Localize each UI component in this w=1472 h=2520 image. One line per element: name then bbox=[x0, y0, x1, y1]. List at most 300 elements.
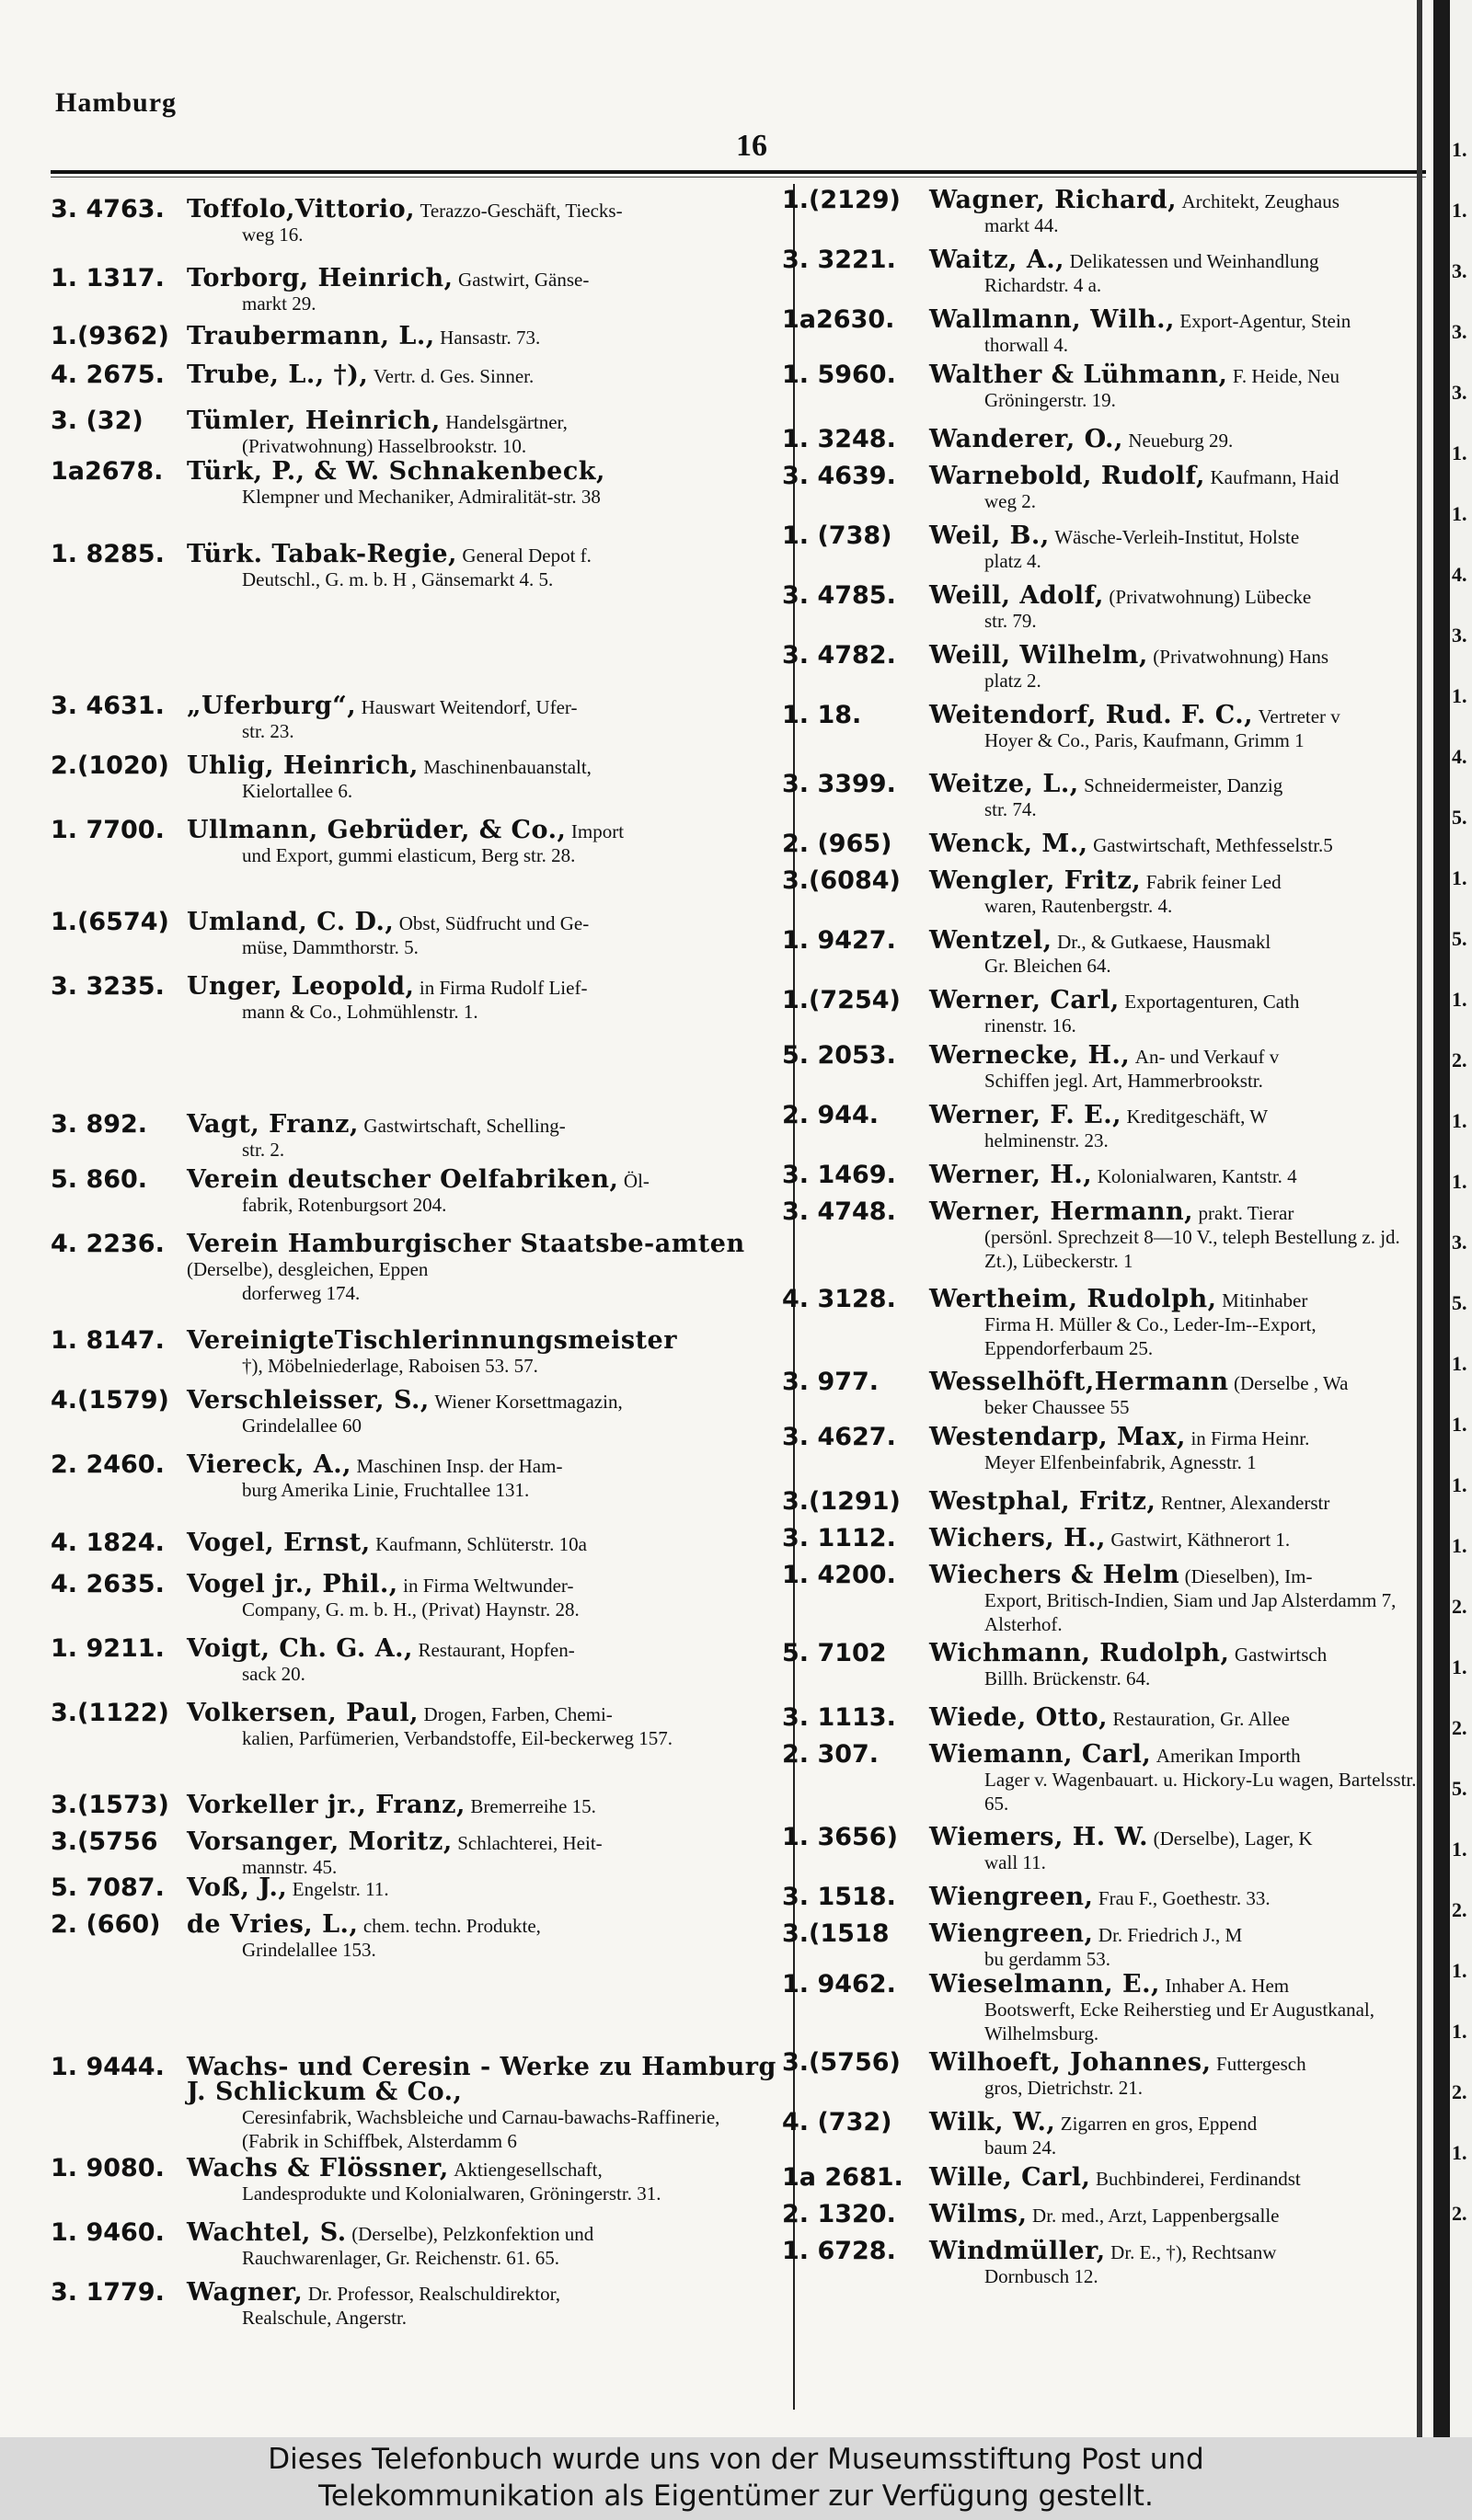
entry-detail: Maschinen Insp. der Ham- bbox=[356, 1455, 563, 1477]
entry-name: Wengler, Fritz, bbox=[929, 866, 1142, 895]
entry-name: Viereck, A., bbox=[187, 1450, 352, 1479]
entry-name: Weitze, L., bbox=[929, 770, 1079, 798]
entry-name: Wanderer, O., bbox=[929, 425, 1123, 453]
phone-number: 1.(6574) bbox=[51, 908, 169, 936]
adjacent-page-fragment: 4. bbox=[1452, 745, 1467, 768]
directory-entry bbox=[782, 1041, 1417, 1093]
entry-name: Wilk, W., bbox=[929, 2108, 1056, 2136]
entry-detail-continued: platz 4. bbox=[984, 550, 1041, 572]
entry-detail: Kolonialwaren, Kantstr. 4 bbox=[1097, 1165, 1297, 1187]
entry-detail-continued: Bootswerft, Ecke Reiherstieg und Er Augustkanal, Wilhelmsburg. bbox=[984, 1999, 1374, 2045]
entry-detail: Handelsgärtner, bbox=[445, 411, 568, 433]
entry-detail: Kaufmann, Haid bbox=[1210, 466, 1340, 488]
footer-line-2: Telekommunikation als Eigentümer zur Verfügung gestellt. bbox=[318, 2480, 1154, 2513]
entry-detail: F. Heide, Neu bbox=[1232, 365, 1340, 387]
adjacent-page-fragment: 2. bbox=[1452, 2080, 1467, 2103]
entry-name: Torborg, Heinrich, bbox=[187, 264, 454, 292]
entry-detail-continued: Hoyer & Co., Paris, Kaufmann, Grimm 1 bbox=[984, 729, 1305, 751]
entry-name: Vagt, Franz, bbox=[187, 1110, 359, 1139]
entry-detail-continued: rinenstr. 16. bbox=[984, 1014, 1076, 1037]
directory-entry bbox=[782, 1285, 1417, 1360]
phone-number: 1.(7254) bbox=[782, 986, 901, 1014]
entry-detail: Dr. E., †), Rechtsanw bbox=[1110, 2241, 1277, 2263]
entry-detail-continued: Billh. Brückenstr. 64. bbox=[984, 1667, 1151, 1690]
adjacent-page-fragment: 1. bbox=[1452, 1655, 1467, 1678]
entry-name: Werner, Carl, bbox=[929, 986, 1120, 1014]
phone-number: 3. 1518. bbox=[782, 1883, 896, 1911]
directory-entry bbox=[782, 464, 1417, 513]
phone-number: 1a 2681. bbox=[782, 2163, 903, 2192]
adjacent-page-fragment: 2. bbox=[1452, 1716, 1467, 1739]
entry-detail-continued: Gröningerstr. 19. bbox=[984, 389, 1116, 411]
entry-detail: Bremerreihe 15. bbox=[470, 1795, 596, 1817]
entry-detail: Amerikan Importh bbox=[1156, 1745, 1301, 1767]
adjacent-page-fragment: 1. bbox=[1452, 1352, 1467, 1375]
directory-entry bbox=[782, 770, 1417, 821]
phone-number: 3. 4631. bbox=[51, 692, 165, 720]
directory-entry bbox=[782, 1423, 1417, 1474]
entry-name: Werner, F. E., bbox=[929, 1101, 1122, 1129]
directory-entry bbox=[782, 1370, 1417, 1419]
phone-number: 1. 9211. bbox=[51, 1634, 165, 1663]
entry-detail-continued: burg Amerika Linie, Fruchtallee 131. bbox=[242, 1479, 530, 1501]
directory-entry bbox=[782, 986, 1417, 1037]
adjacent-page-fragment: 1. bbox=[1452, 441, 1467, 464]
phone-number: 4. (732) bbox=[782, 2108, 892, 2136]
entry-detail: Maschinenbauanstalt, bbox=[423, 756, 592, 778]
directory-entry bbox=[782, 1823, 1417, 1874]
directory-entry bbox=[51, 1450, 777, 1502]
entry-name: Vorsanger, Moritz, bbox=[187, 1827, 453, 1856]
adjacent-page-fragment: 3. bbox=[1452, 320, 1467, 343]
entry-detail: Aktiengesellschaft, bbox=[454, 2159, 603, 2181]
phone-number: 3. 4782. bbox=[782, 641, 896, 670]
adjacent-page-fragment: 5. bbox=[1452, 806, 1467, 829]
directory-entry bbox=[782, 425, 1417, 453]
entry-name: Ullmann, Gebrüder, & Co., bbox=[187, 816, 567, 844]
entry-name: Wilhoeft, Johannes, bbox=[929, 2048, 1212, 2077]
adjacent-page-fragment: 5. bbox=[1452, 1777, 1467, 1800]
phone-number: 3. 1779. bbox=[51, 2278, 165, 2307]
entry-name: Tümler, Heinrich, bbox=[187, 407, 441, 435]
entry-detail-continued: str. 23. bbox=[242, 720, 294, 742]
directory-entry bbox=[51, 2278, 777, 2330]
entry-detail: Fabrik feiner Led bbox=[1145, 871, 1282, 893]
entry-name: Waitz, A., bbox=[929, 246, 1065, 274]
directory-entry bbox=[782, 248, 1417, 297]
directory-entry bbox=[782, 581, 1417, 633]
entry-name: Wachtel, S. bbox=[187, 2218, 347, 2247]
phone-number: 2. 1320. bbox=[782, 2200, 896, 2228]
entry-name: Uhlig, Heinrich, bbox=[187, 751, 419, 780]
entry-detail-continued: gros, Dietrichstr. 21. bbox=[984, 2077, 1144, 2099]
phone-number: 1. 7700. bbox=[51, 816, 165, 844]
entry-detail: Kreditgeschäft, W bbox=[1126, 1105, 1269, 1128]
entry-name: de Vries, L., bbox=[187, 1910, 359, 1939]
phone-number: 5. 860. bbox=[51, 1165, 148, 1194]
directory-entry bbox=[51, 1531, 777, 1556]
directory-entry bbox=[51, 409, 777, 458]
entry-detail-continued: Grindelallee 60 bbox=[242, 1415, 362, 1437]
entry-detail-continued: beker Chaussee 55 bbox=[984, 1396, 1130, 1418]
entry-name: Volkersen, Paul, bbox=[187, 1699, 420, 1727]
entry-detail: General Depot f. bbox=[462, 544, 592, 567]
entry-detail: prakt. Tierar bbox=[1198, 1202, 1294, 1224]
adjacent-page-fragment: 5. bbox=[1452, 927, 1467, 950]
adjacent-page-fragment: 3. bbox=[1452, 624, 1467, 647]
directory-entry bbox=[51, 2154, 777, 2205]
entry-detail: in Firma Weltwunder- bbox=[403, 1575, 574, 1597]
adjacent-page-fragment: 1. bbox=[1452, 1413, 1467, 1436]
directory-entry bbox=[51, 264, 777, 315]
entry-name: Weill, Wilhelm, bbox=[929, 641, 1148, 670]
entry-detail: Dr. Professor, Realschuldirektor, bbox=[307, 2283, 561, 2305]
directory-entry bbox=[782, 1524, 1417, 1552]
entry-name: Türk, P., & W. Schnakenbeck, bbox=[187, 457, 605, 486]
phone-number: 5. 2053. bbox=[782, 1041, 896, 1070]
directory-entry bbox=[782, 1639, 1417, 1690]
entry-detail-continued: Grindelallee 153. bbox=[242, 1939, 376, 1961]
entry-detail: An- und Verkauf v bbox=[1134, 1046, 1280, 1068]
adjacent-page-fragment: 2. bbox=[1452, 1595, 1467, 1618]
entry-detail: Mitinhaber bbox=[1222, 1289, 1308, 1312]
directory-entry bbox=[782, 641, 1417, 693]
phone-number: 5. 7102 bbox=[782, 1639, 887, 1667]
entry-detail-continued: müse, Dammthorstr. 5. bbox=[242, 936, 419, 958]
entry-detail-continued: (persönl. Sprechzeit 8—10 V., teleph Bestellung z. jd. Zt.), Lübeckerstr. 1 bbox=[984, 1226, 1400, 1272]
adjacent-page-fragment: 1. bbox=[1452, 1534, 1467, 1557]
entry-name: Traubermann, L., bbox=[187, 322, 435, 350]
entry-detail-continued: Meyer Elfenbeinfabrik, Agnesstr. 1 bbox=[984, 1451, 1257, 1473]
directory-entry bbox=[51, 1910, 777, 1962]
entry-name: Wiede, Otto, bbox=[929, 1703, 1109, 1732]
phone-number: 3. 4785. bbox=[782, 581, 896, 610]
phone-number: 1. 9462. bbox=[782, 1970, 896, 1999]
entry-name: Wertheim, Rudolph, bbox=[929, 1285, 1217, 1313]
phone-number: 4.(1579) bbox=[51, 1386, 169, 1415]
adjacent-page-fragment: 1. bbox=[1452, 1959, 1467, 1982]
phone-number: 4. 2236. bbox=[51, 1230, 165, 1258]
phone-number: 1. 6728. bbox=[782, 2237, 896, 2265]
entry-name: Trube, L., †), bbox=[187, 361, 369, 389]
entry-name: Wieselmann, E., bbox=[929, 1970, 1160, 1999]
directory-entry bbox=[782, 701, 1417, 752]
directory-entry bbox=[782, 186, 1417, 237]
entry-name: Wernecke, H., bbox=[929, 1041, 1131, 1070]
directory-entry bbox=[782, 1740, 1417, 1816]
directory-entry bbox=[782, 1197, 1417, 1273]
directory-entry bbox=[51, 1827, 777, 1879]
entry-detail: Frau F., Goethestr. 33. bbox=[1098, 1887, 1271, 1909]
phone-number: 3.(1291) bbox=[782, 1487, 901, 1516]
entry-detail-continued: Klempner und Mechaniker, Admiralität-str. 38 bbox=[242, 486, 601, 508]
entry-detail-continued: markt 29. bbox=[242, 292, 316, 315]
phone-number: 1. 9080. bbox=[51, 2154, 165, 2182]
entry-name: Verein deutscher Oelfabriken, bbox=[187, 1165, 619, 1194]
entry-detail: (Privatwohnung) Lübecke bbox=[1109, 586, 1312, 608]
adjacent-page-fragment: 1. bbox=[1452, 1473, 1467, 1496]
entry-detail: Zigarren en gros, Eppend bbox=[1060, 2113, 1258, 2135]
phone-number: 3. 3399. bbox=[782, 770, 896, 798]
entry-name: Wille, Carl, bbox=[929, 2163, 1091, 2192]
directory-entry bbox=[51, 751, 777, 803]
phone-number: 2. 307. bbox=[782, 1740, 880, 1769]
adjacent-page-fragment: 5. bbox=[1452, 1291, 1467, 1314]
phone-number: 3. 977. bbox=[782, 1368, 880, 1396]
phone-number: 1a2678. bbox=[51, 457, 164, 486]
directory-entry bbox=[51, 2053, 777, 2153]
entry-name: Wichers, H., bbox=[929, 1524, 1106, 1552]
entry-name: Wiemann, Carl, bbox=[929, 1740, 1152, 1769]
directory-entry bbox=[51, 1326, 777, 1378]
directory-entry bbox=[51, 1110, 777, 1162]
entry-name: Walther & Lühmann, bbox=[929, 361, 1228, 389]
entry-name: Wenck, M., bbox=[929, 830, 1088, 858]
entry-name: Wagner, bbox=[187, 2278, 304, 2307]
entry-detail-continued: platz 2. bbox=[984, 670, 1041, 692]
phone-number: 1. 3656) bbox=[782, 1823, 898, 1851]
entry-name: Toffolo,Vittorio, bbox=[187, 195, 415, 223]
phone-number: 3.(1122) bbox=[51, 1699, 169, 1727]
entry-name: Voß, J., bbox=[187, 1873, 288, 1902]
directory-entry bbox=[782, 2163, 1417, 2192]
page-edge-shadow bbox=[1417, 0, 1422, 2437]
entry-detail: Gastwirt, Käthnerort 1. bbox=[1110, 1529, 1291, 1551]
entry-detail-continued: markt 44. bbox=[984, 214, 1059, 236]
entry-detail-continued: mannstr. 45. bbox=[242, 1856, 338, 1878]
entry-detail-continued: Landesprodukte und Kolonialwaren, Gröningerstr. 31. bbox=[242, 2182, 661, 2205]
entry-name: Wachs & Flössner, bbox=[187, 2154, 449, 2182]
phone-number: 3.(5756 bbox=[51, 1827, 158, 1856]
entry-name: Westphal, Fritz, bbox=[929, 1487, 1156, 1516]
directory-entry bbox=[51, 1634, 777, 1686]
entry-detail: Export-Agentur, Stein bbox=[1179, 310, 1351, 332]
phone-number: 2. 2460. bbox=[51, 1450, 165, 1479]
entry-name: Unger, Leopold, bbox=[187, 972, 415, 1001]
adjacent-page-fragment: 3. bbox=[1452, 381, 1467, 404]
directory-entry bbox=[51, 1570, 777, 1621]
directory-entry bbox=[51, 457, 777, 509]
entry-name: Wachs- und Ceresin - Werke zu Hamburg J. Schlickum & Co., bbox=[187, 2053, 776, 2106]
adjacent-page-fragment: 2. bbox=[1452, 2202, 1467, 2225]
entry-detail-continued: weg 16. bbox=[242, 223, 304, 246]
directory-entry bbox=[782, 2200, 1417, 2228]
entry-name: Werner, Hermann, bbox=[929, 1197, 1194, 1226]
adjacent-page-fragment: 1. bbox=[1452, 866, 1467, 889]
directory-entry bbox=[51, 1701, 777, 1750]
directory-entry bbox=[51, 540, 777, 591]
entry-name: Vogel jr., Phil., bbox=[187, 1570, 398, 1598]
adjacent-page-fragment: 1. bbox=[1452, 988, 1467, 1011]
phone-number: 1. 8147. bbox=[51, 1326, 165, 1355]
entry-detail: Architekt, Zeughaus bbox=[1181, 190, 1340, 212]
phone-number: 4. 1824. bbox=[51, 1529, 165, 1557]
phone-number: 1. 1317. bbox=[51, 264, 165, 292]
entry-name: „Uferburg“, bbox=[187, 692, 357, 720]
entry-name: Verein Hamburgischer Staatsbe-amten bbox=[187, 1230, 745, 1258]
entry-detail: Hauswart Weitendorf, Ufer- bbox=[361, 696, 578, 718]
entry-detail-continued: Schiffen jegl. Art, Hammerbrookstr. bbox=[984, 1070, 1263, 1092]
directory-entry bbox=[782, 1163, 1417, 1188]
entry-name: Wiengreen, bbox=[929, 1919, 1094, 1948]
directory-entry bbox=[782, 1703, 1417, 1732]
directory-entry bbox=[782, 2108, 1417, 2159]
entry-detail: Engelstr. 11. bbox=[292, 1878, 389, 1900]
directory-entry bbox=[51, 694, 777, 743]
directory-entry bbox=[51, 972, 777, 1024]
entry-name: Weil, B., bbox=[929, 521, 1050, 550]
phone-number: 2. (660) bbox=[51, 1910, 161, 1939]
phone-number: 2. 944. bbox=[782, 1101, 880, 1129]
entry-detail: Dr. Friedrich J., M bbox=[1098, 1924, 1243, 1946]
entry-detail: Delikatessen und Weinhandlung bbox=[1069, 250, 1319, 272]
phone-number: 3. 4639. bbox=[782, 462, 896, 490]
adjacent-page-fragment: 1. bbox=[1452, 2141, 1467, 2164]
entry-detail-continued: fabrik, Rotenburgsort 204. bbox=[242, 1194, 447, 1216]
entry-detail-continued: str. 2. bbox=[242, 1139, 285, 1161]
directory-entry bbox=[782, 2048, 1417, 2100]
entry-detail-continued: Dornbusch 12. bbox=[984, 2265, 1098, 2287]
entry-detail: Gastwirtschaft, Schelling- bbox=[363, 1115, 566, 1137]
entry-detail-continued: Gr. Bleichen 64. bbox=[984, 955, 1111, 977]
entry-name: Windmüller, bbox=[929, 2237, 1106, 2265]
phone-number: 4. 2675. bbox=[51, 361, 165, 389]
directory-entry bbox=[782, 1487, 1417, 1516]
directory-entry bbox=[51, 195, 777, 246]
phone-number: 1a2630. bbox=[782, 305, 895, 334]
phone-number: 3.(1518 bbox=[782, 1919, 890, 1948]
entry-detail-continued: str. 74. bbox=[984, 798, 1037, 820]
directory-entry bbox=[782, 832, 1417, 857]
entry-detail-continued: Export, Britisch-Indien, Siam und Jap Alsterdamm 7, Alsterhof. bbox=[984, 1589, 1397, 1635]
directory-entry bbox=[782, 363, 1417, 412]
entry-name: Wentzel, bbox=[929, 926, 1052, 955]
entry-detail: (Derselbe), desgleichen, Eppen bbox=[187, 1258, 429, 1280]
entry-name: Wesselhöft,Hermann bbox=[929, 1368, 1229, 1396]
phone-number: 1. 5960. bbox=[782, 361, 896, 389]
entry-detail: Hansastr. 73. bbox=[440, 326, 541, 349]
header-rule bbox=[51, 170, 1426, 174]
phone-number: 1. 9427. bbox=[782, 926, 896, 955]
entry-detail: Buchbinderei, Ferdinandst bbox=[1095, 2168, 1301, 2190]
entry-detail: Neueburg 29. bbox=[1128, 430, 1234, 452]
adjacent-page-fragment: 3. bbox=[1452, 1231, 1467, 1254]
adjacent-page-fragment: 1. bbox=[1452, 1170, 1467, 1193]
directory-entry bbox=[51, 1793, 777, 1818]
entry-detail-continued: weg 2. bbox=[984, 490, 1036, 512]
entry-detail-continued: Company, G. m. b. H., (Privat) Haynstr. 28. bbox=[242, 1598, 580, 1621]
phone-number: 3. 3235. bbox=[51, 972, 165, 1001]
page-binding-edge bbox=[1433, 0, 1450, 2437]
adjacent-page-fragment: 1. bbox=[1452, 138, 1467, 161]
entry-detail-continued: mann & Co., Lohmühlenstr. 1. bbox=[242, 1001, 478, 1023]
phone-number: 3. 3221. bbox=[782, 246, 896, 274]
entry-detail-continued: Kielortallee 6. bbox=[242, 780, 353, 802]
directory-entry bbox=[782, 1101, 1417, 1152]
entry-detail: (Derselbe), Lager, K bbox=[1153, 1827, 1313, 1850]
entry-detail-continued: Realschule, Angerstr. bbox=[242, 2307, 408, 2329]
directory-entry bbox=[782, 305, 1417, 357]
entry-detail: Restauration, Gr. Allee bbox=[1112, 1708, 1290, 1730]
entry-name: Wiengreen, bbox=[929, 1883, 1094, 1911]
entry-detail-continued: Ceresinfabrik, Wachsbleiche und Carnau-bawachs-Raffinerie, (Fabrik in Schiffbek, Alsterdamm 6 bbox=[242, 2106, 720, 2152]
phone-number: 1. (738) bbox=[782, 521, 892, 550]
entry-detail: Vertreter v bbox=[1258, 705, 1340, 727]
directory-entry bbox=[51, 1232, 777, 1305]
footer-notice bbox=[0, 2437, 1472, 2520]
entry-detail: Wäsche-Verleih-Institut, Holste bbox=[1054, 526, 1300, 548]
adjacent-page-fragment: 2. bbox=[1452, 1898, 1467, 1921]
entry-detail: Vertr. d. Ges. Sinner. bbox=[373, 365, 535, 387]
entry-detail: Schlachterei, Heit- bbox=[457, 1832, 603, 1854]
adjacent-page-fragment: 2. bbox=[1452, 1048, 1467, 1071]
entry-detail: (Privatwohnung) Hans bbox=[1153, 646, 1328, 668]
phone-number: 2.(1020) bbox=[51, 751, 169, 780]
phone-number: 1. 3248. bbox=[782, 425, 896, 453]
entry-detail: Kaufmann, Schlüterstr. 10a bbox=[375, 1533, 587, 1555]
entry-name: Weill, Adolf, bbox=[929, 581, 1104, 610]
phone-number: 3. 4748. bbox=[782, 1197, 896, 1226]
entry-detail: Exportagenturen, Cath bbox=[1124, 991, 1300, 1013]
phone-number: 1. 4200. bbox=[782, 1561, 896, 1589]
entry-name: Voigt, Ch. G. A., bbox=[187, 1634, 413, 1663]
phone-number: 1. 18. bbox=[782, 701, 862, 729]
directory-entry bbox=[51, 363, 777, 388]
phone-number: 1. 9444. bbox=[51, 2053, 165, 2081]
entry-detail: Dr. med., Arzt, Lappenbergsalle bbox=[1032, 2205, 1280, 2227]
entry-detail-continued: (Privatwohnung) Hasselbrookstr. 10. bbox=[242, 435, 527, 457]
entry-name: Vorkeller jr., Franz, bbox=[187, 1791, 466, 1819]
directory-entry bbox=[782, 1919, 1417, 1971]
phone-number: 3. 4627. bbox=[782, 1423, 896, 1451]
entry-name: Westendarp, Max, bbox=[929, 1423, 1186, 1451]
phone-number: 4. 2635. bbox=[51, 1570, 165, 1598]
entry-detail-continued: Lager v. Wagenbauart. u. Hickory-Lu wagen, Bartelsstr. 65. bbox=[984, 1769, 1417, 1815]
entry-name: Werner, H., bbox=[929, 1161, 1093, 1189]
phone-number: 3. (32) bbox=[51, 407, 144, 435]
phone-number: 2. (965) bbox=[782, 830, 892, 858]
entry-name: Wallmann, Wilh., bbox=[929, 305, 1175, 334]
entry-detail-continued: Deutschl., G. m. b. H , Gänsemarkt 4. 5. bbox=[242, 568, 554, 590]
entry-detail: Gastwirt, Gänse- bbox=[458, 269, 590, 291]
entry-detail: Terazzo-Geschäft, Tiecks- bbox=[420, 200, 623, 222]
entry-detail-continued: str. 79. bbox=[984, 610, 1037, 632]
phone-number: 3.(1573) bbox=[51, 1791, 169, 1819]
directory-entry bbox=[782, 926, 1417, 978]
entry-name: Wiemers, H. W. bbox=[929, 1823, 1149, 1851]
directory-entry bbox=[51, 908, 777, 959]
phone-number: 3.(6084) bbox=[782, 866, 901, 895]
directory-entry bbox=[782, 521, 1417, 573]
entry-name: Vogel, Ernst, bbox=[187, 1529, 371, 1557]
adjacent-page-fragment: 1. bbox=[1452, 1109, 1467, 1132]
entry-detail: chem. techn. Produkte, bbox=[362, 1915, 541, 1937]
entry-detail: Futtergesch bbox=[1216, 2053, 1306, 2075]
entry-detail-continued: kalien, Parfümerien, Verbandstoffe, Eil-beckerweg 157. bbox=[242, 1727, 673, 1749]
entry-detail: Restaurant, Hopfen- bbox=[418, 1639, 575, 1661]
entry-detail: Wiener Korsettmagazin, bbox=[434, 1391, 623, 1413]
entry-name: Türk. Tabak-Regie, bbox=[187, 540, 457, 568]
directory-entry bbox=[782, 866, 1417, 918]
entry-detail: Obst, Südfrucht und Ge- bbox=[398, 912, 590, 934]
entry-detail: (Dieselben), Im- bbox=[1184, 1565, 1313, 1587]
entry-detail-continued: bu gerdamm 53. bbox=[984, 1948, 1111, 1970]
entry-detail-continued: thorwall 4. bbox=[984, 334, 1068, 356]
entry-detail-continued: †), Möbelniederlage, Raboisen 53. 57. bbox=[242, 1355, 538, 1377]
entry-detail: Inhaber A. Hem bbox=[1165, 1975, 1290, 1997]
entry-name: Wilms, bbox=[929, 2200, 1028, 2228]
phone-number: 3.(5756) bbox=[782, 2048, 901, 2077]
